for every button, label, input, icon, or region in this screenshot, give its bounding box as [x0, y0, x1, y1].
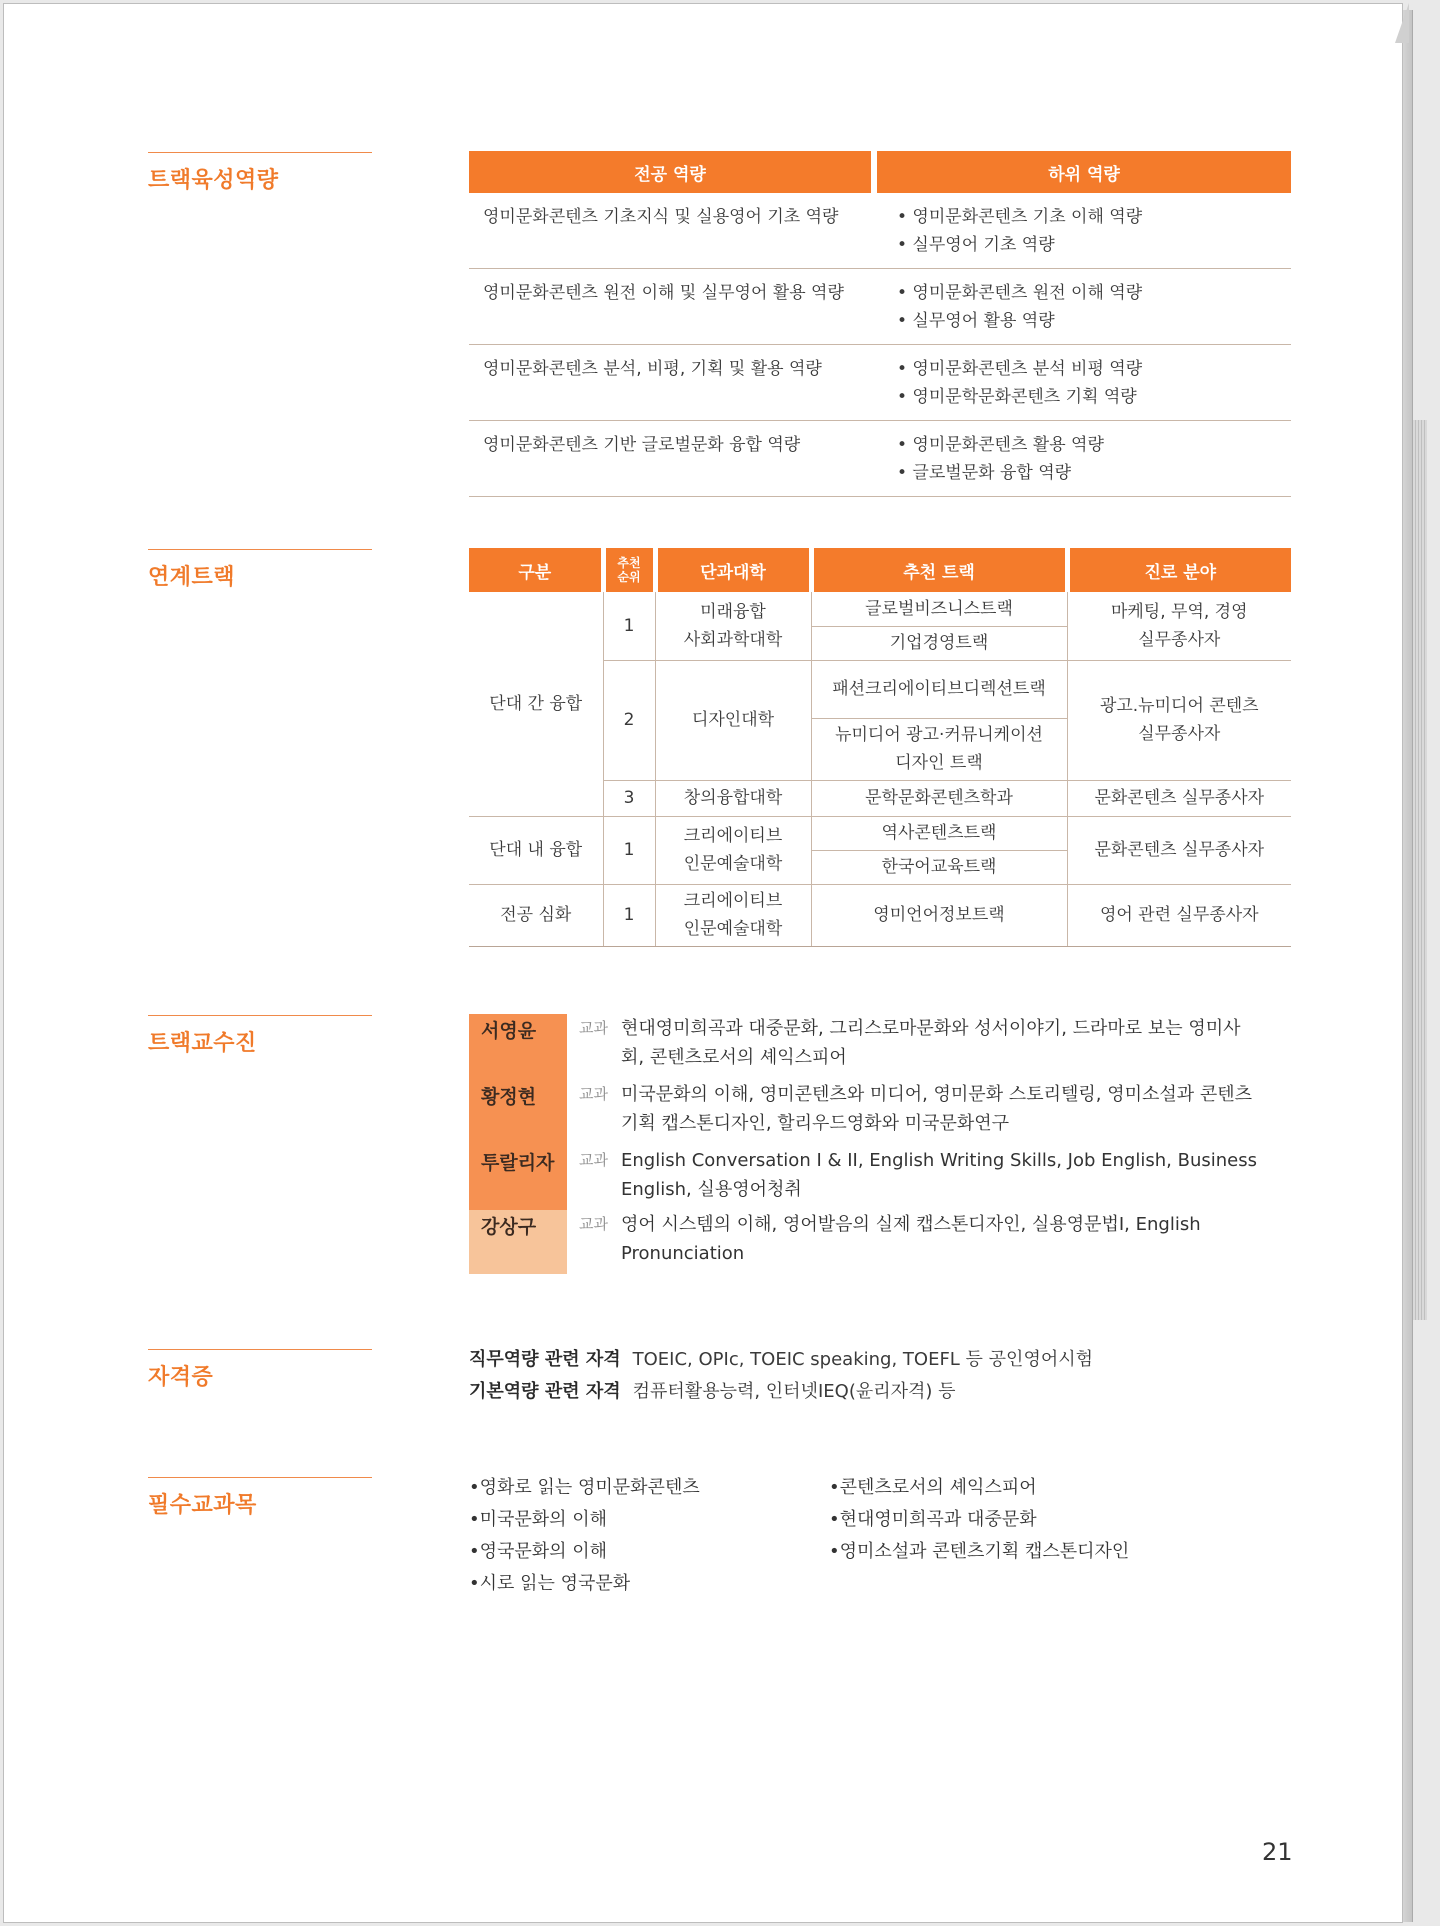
list-item: •시로 읽는 영국문화 [469, 1573, 631, 1594]
career-cell: 문화콘텐츠 실무종사자 [1067, 816, 1291, 884]
rank-cell: 1 [603, 816, 655, 884]
list-item: •영미소설과 콘텐츠기획 캡스톤디자인 [829, 1541, 1130, 1562]
faculty-name: 서영윤 [469, 1014, 567, 1080]
major-competency-cell: 영미문화콘텐츠 분석, 비평, 기획 및 활용 역량 [469, 345, 877, 421]
table-row [469, 884, 1291, 946]
college-cell: 디자인대학 [655, 660, 811, 780]
major-competency-cell: 영미문화콘텐츠 원전 이해 및 실무영어 활용 역량 [469, 269, 877, 345]
sub-competency-item: • 영미문학문화콘텐츠 기획 역량 [897, 387, 1137, 407]
sub-competency-item: • 실무영어 기초 역량 [897, 235, 1055, 255]
faculty-row [469, 1014, 1299, 1080]
header-recommend-rank [603, 548, 655, 592]
certificate-value: TOEIC, OPIc, TOEIC speaking, TOEFL 등 공인영어시험 [632, 1349, 1093, 1370]
certificate-label: 직무역량 관련 자격 [469, 1349, 621, 1370]
college-cell: 창의융합대학 [655, 780, 811, 816]
faculty-course-tag: 교과 [579, 1085, 608, 1103]
category-cell: 단대 간 융합 [469, 592, 603, 816]
table-row [469, 269, 1291, 345]
faculty-name: 강상구 [469, 1210, 567, 1274]
page-number: 21 [1262, 1838, 1293, 1866]
college-cell: 크리에이티브 인문예술대학 [655, 816, 811, 884]
list-item: •영화로 읽는 영미문화콘텐츠 [469, 1477, 700, 1498]
header-recommended-track: 추천 트랙 [811, 548, 1067, 592]
table-row [469, 592, 1291, 626]
section-title-faculty: 트랙교수진 [148, 1015, 372, 1057]
sub-competency-item: • 실무영어 활용 역량 [897, 311, 1055, 331]
sub-competency-cell [877, 421, 1291, 497]
track-cell: 문학문화콘텐츠학과 [811, 780, 1067, 816]
category-cell: 단대 내 융합 [469, 816, 603, 884]
faculty-courses [567, 1210, 1261, 1274]
faculty-list [469, 1014, 1299, 1274]
header-major-competency: 전공 역량 [469, 151, 877, 193]
certificate-row [469, 1376, 1093, 1408]
career-cell: 마케팅, 무역, 경영 실무종사자 [1067, 592, 1291, 660]
career-cell: 광고.뉴미디어 콘텐츠 실무종사자 [1067, 660, 1291, 780]
list-item: •콘텐츠로서의 셰익스피어 [829, 1477, 1037, 1498]
faculty-courses [567, 1080, 1261, 1146]
track-cell: 패션크리에이티브디렉션트랙 [811, 660, 1067, 718]
sub-competency-cell [877, 193, 1291, 269]
faculty-row [469, 1080, 1299, 1146]
career-cell: 영어 관련 실무종사자 [1067, 884, 1291, 946]
list-item: •현대영미희곡과 대중문화 [829, 1509, 1037, 1530]
rank-cell: 1 [603, 884, 655, 946]
section-title-certificates: 자격증 [148, 1349, 372, 1391]
table-row [469, 193, 1291, 269]
section-title-required-courses: 필수교과목 [148, 1477, 372, 1519]
college-cell: 크리에이티브 인문예술대학 [655, 884, 811, 946]
sub-competency-cell [877, 345, 1291, 421]
sub-competency-item: • 영미문화콘텐츠 활용 역량 [897, 435, 1104, 455]
track-cell: 글로벌비즈니스트랙 [811, 592, 1067, 626]
certificate-row [469, 1344, 1093, 1376]
list-item: •미국문화의 이해 [469, 1509, 608, 1530]
sub-competency-item: • 영미문화콘텐츠 분석 비평 역량 [897, 359, 1143, 379]
rank-cell: 1 [603, 592, 655, 660]
major-competency-cell: 영미문화콘텐츠 기반 글로벌문화 융합 역량 [469, 421, 877, 497]
track-cell: 역사콘텐츠트랙 [811, 816, 1067, 850]
header-career-field: 진로 분야 [1067, 548, 1291, 592]
faculty-course-tag: 교과 [579, 1215, 608, 1233]
table-row [469, 345, 1291, 421]
header-sub-competency: 하위 역량 [877, 151, 1291, 193]
table-header-row [469, 548, 1291, 592]
track-cell: 뉴미디어 광고·커뮤니케이션 디자인 트랙 [811, 718, 1067, 780]
header-recommend-rank-text: 추천 순위 [617, 556, 641, 584]
faculty-course-text: English Conversation I & II, English Writing Skills, Job English, Business English, 실용영어청취 [621, 1150, 1257, 1200]
header-category: 구분 [469, 548, 603, 592]
track-cell: 기업경영트랙 [811, 626, 1067, 660]
sub-competency-item: • 영미문화콘텐츠 기초 이해 역량 [897, 207, 1143, 227]
certificate-label: 기본역량 관련 자격 [469, 1381, 621, 1402]
track-cell: 영미언어정보트랙 [811, 884, 1067, 946]
sub-competency-item: • 글로벌문화 융합 역량 [897, 463, 1072, 483]
section-title-competency: 트랙육성역량 [148, 152, 372, 194]
faculty-courses [567, 1146, 1261, 1210]
list-item: •영국문화의 이해 [469, 1541, 608, 1562]
sub-competency-item: • 영미문화콘텐츠 원전 이해 역량 [897, 283, 1143, 303]
career-cell: 문화콘텐츠 실무종사자 [1067, 780, 1291, 816]
page-shadow [1403, 10, 1413, 1922]
section-title-linked-tracks: 연계트랙 [148, 549, 372, 591]
certificate-value: 컴퓨터활용능력, 인터넷IEQ(윤리자격) 등 [632, 1381, 956, 1402]
rank-cell: 2 [603, 660, 655, 780]
header-college: 단과대학 [655, 548, 811, 592]
faculty-course-tag: 교과 [579, 1019, 608, 1037]
category-cell: 전공 심화 [469, 884, 603, 946]
sub-competency-cell [877, 269, 1291, 345]
table-row [469, 816, 1291, 850]
page-stack-edge [1413, 420, 1427, 1320]
table-row [469, 421, 1291, 497]
faculty-row [469, 1146, 1299, 1210]
rank-cell: 3 [603, 780, 655, 816]
faculty-course-text: 현대영미희곡과 대중문화, 그리스로마문화와 성서이야기, 드라마로 보는 영미사회, 콘텐츠로서의 셰익스피어 [621, 1018, 1241, 1068]
page-corner-fold [1395, 3, 1409, 43]
faculty-name: 황정현 [469, 1080, 567, 1146]
required-courses-right [829, 1472, 1129, 1568]
faculty-name: 투랄리자 [469, 1146, 567, 1210]
major-competency-cell: 영미문화콘텐츠 기초지식 및 실용영어 기초 역량 [469, 193, 877, 269]
faculty-courses [567, 1014, 1261, 1080]
faculty-course-text: 미국문화의 이해, 영미콘텐츠와 미디어, 영미문화 스토리텔링, 영미소설과 콘텐츠기획 캡스톤디자인, 할리우드영화와 미국문화연구 [621, 1084, 1253, 1134]
track-cell: 한국어교육트랙 [811, 850, 1067, 884]
linked-tracks-table [469, 548, 1291, 947]
faculty-row [469, 1210, 1299, 1274]
table-header-row [469, 151, 1291, 193]
certificate-list [469, 1344, 1093, 1408]
faculty-course-text: 영어 시스템의 이해, 영어발음의 실제 캡스톤디자인, 실용영문법I, English Pronunciation [621, 1214, 1201, 1264]
faculty-course-tag: 교과 [579, 1151, 608, 1169]
competency-table [469, 151, 1291, 497]
college-cell: 미래융합 사회과학대학 [655, 592, 811, 660]
required-courses-left [469, 1472, 700, 1600]
